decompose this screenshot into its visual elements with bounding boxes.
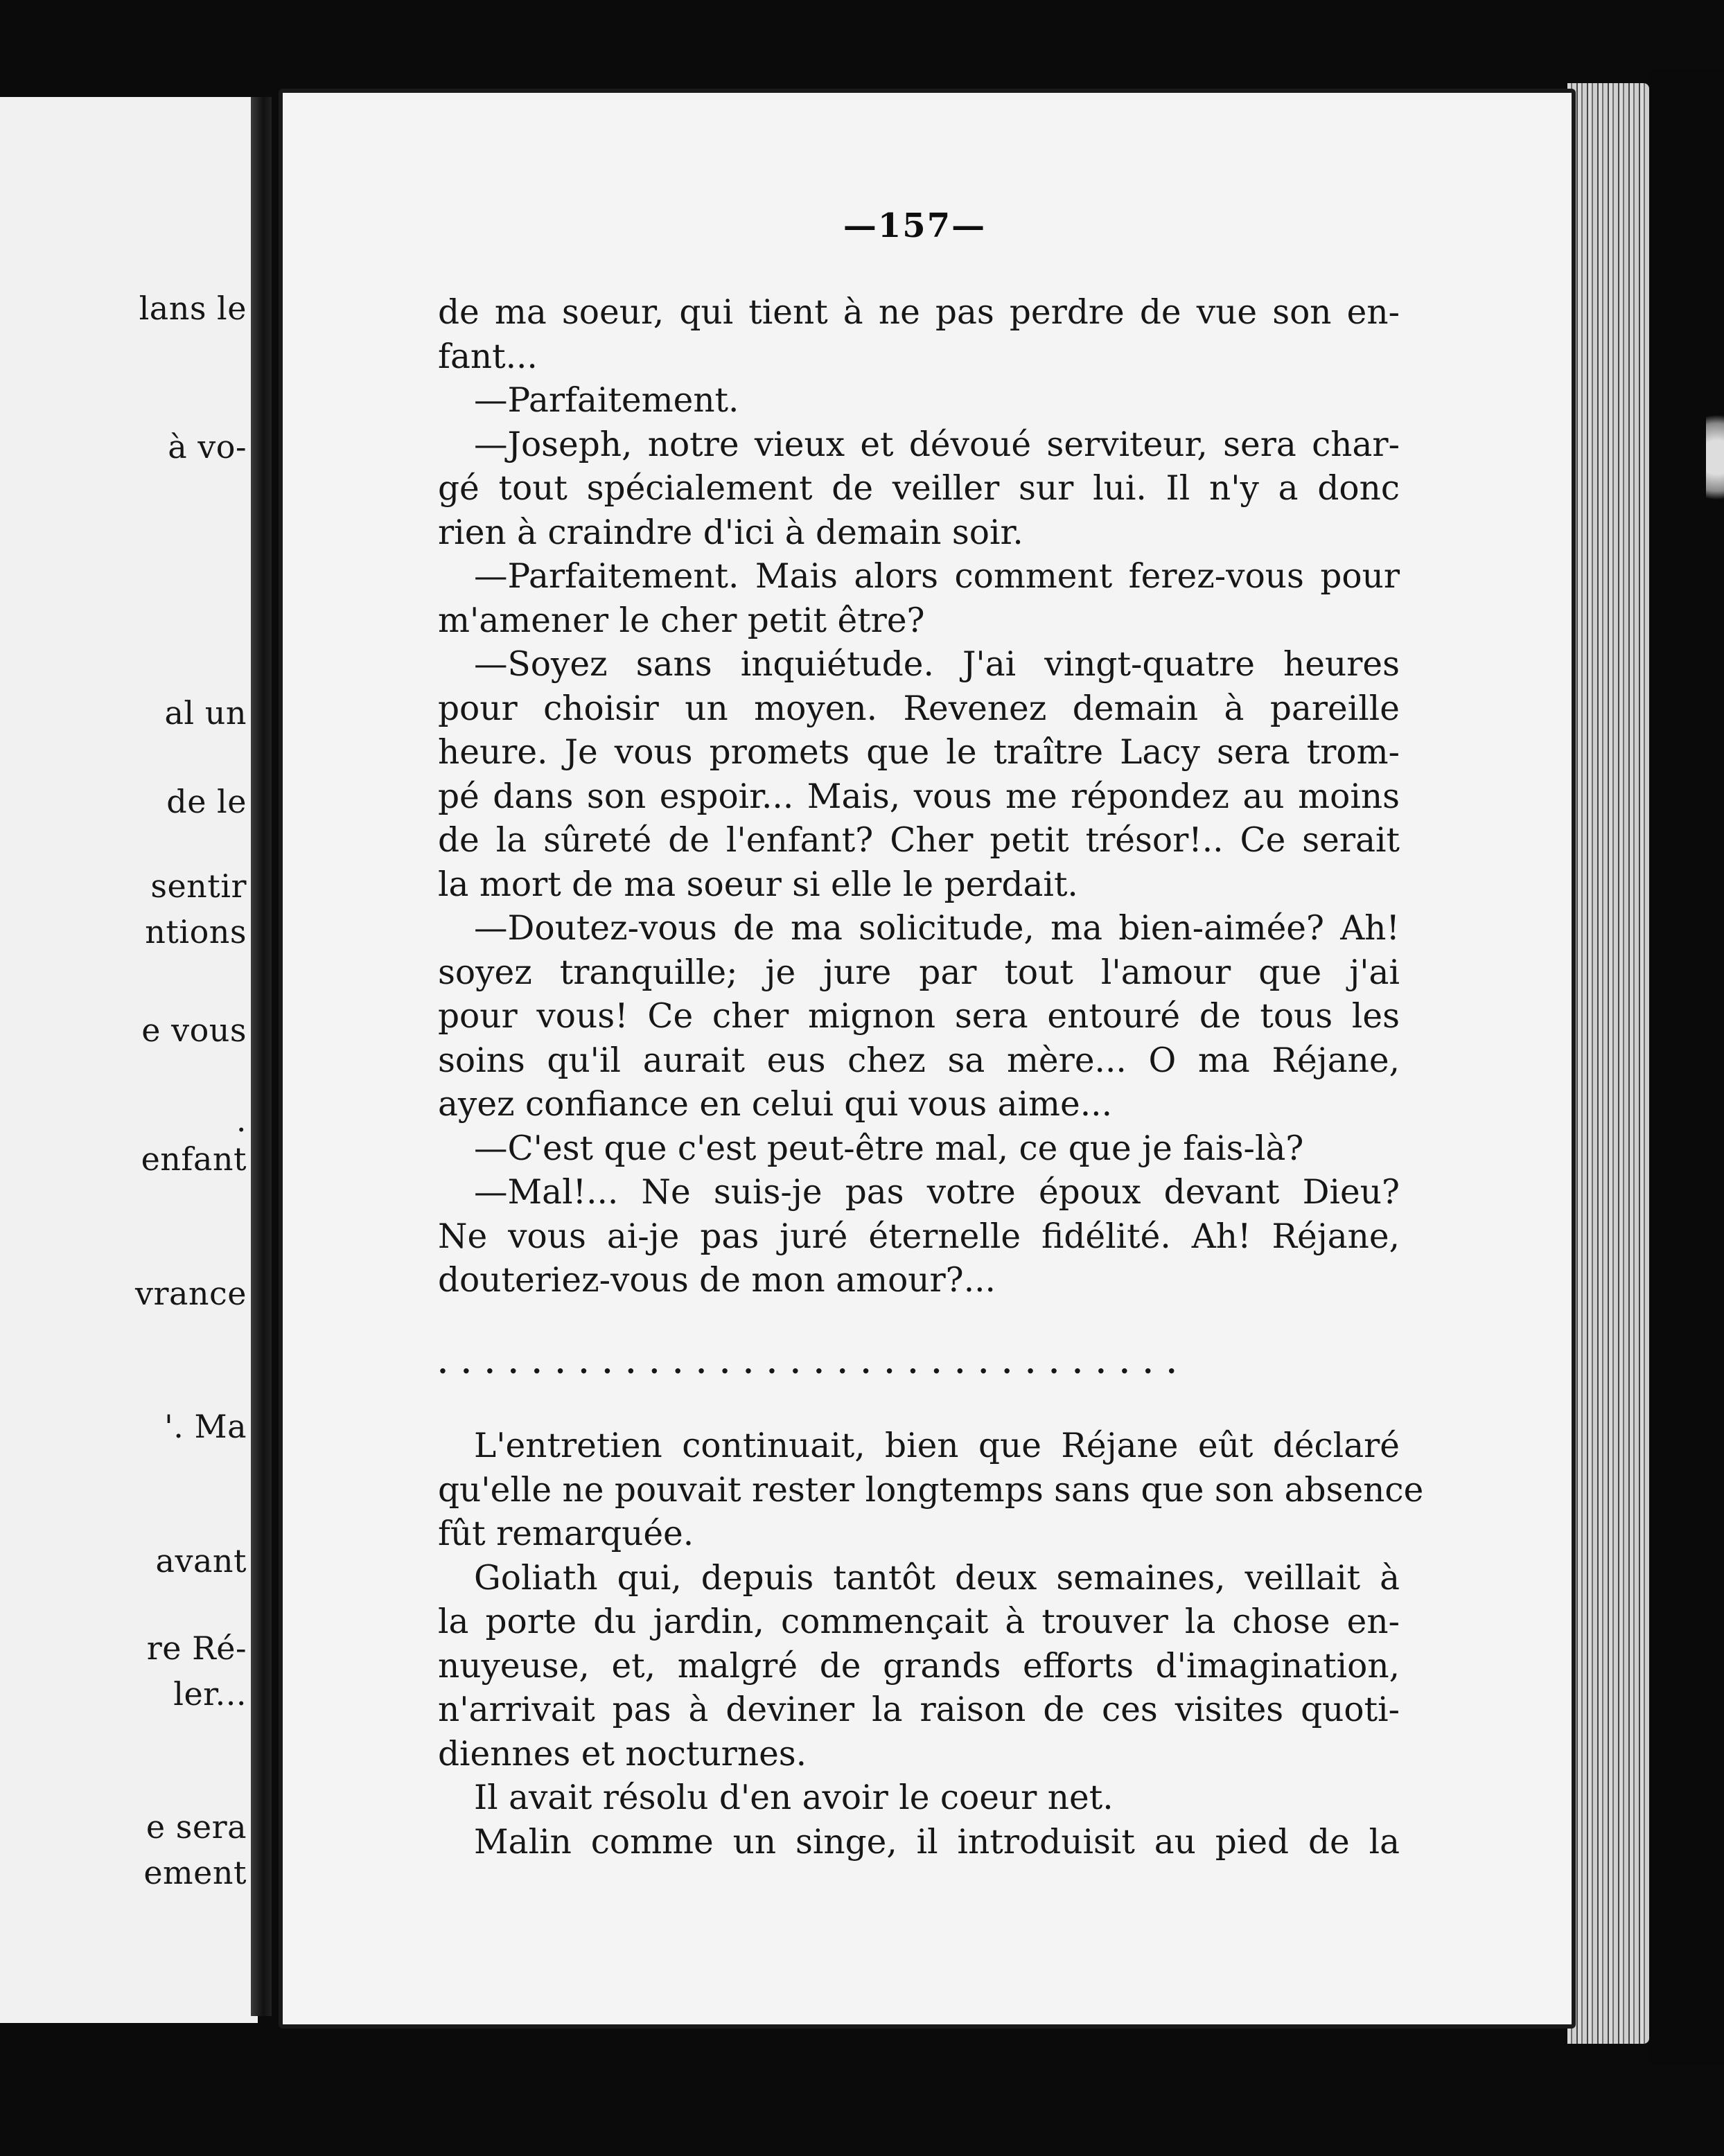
text-line: —Mal!... Ne suis-je pas votre époux devant Dieu? xyxy=(474,1173,1400,1212)
spacer xyxy=(438,1303,1400,1342)
left-page-fragment: re Ré- xyxy=(146,1629,247,1667)
text-line: fût remarquée. xyxy=(438,1514,694,1553)
text-line: qu'elle ne pouvait rester longtemps sans que son absence xyxy=(438,1470,1424,1510)
left-page-fragment: sentir xyxy=(150,867,247,905)
edge-stain xyxy=(1706,402,1724,513)
text-line: la porte du jardin, commençait à trouver la chose en- xyxy=(438,1602,1400,1641)
text-line: pour choisir un moyen. Revenez demain à pareille xyxy=(438,689,1400,728)
left-page-fragment: enfant xyxy=(141,1140,247,1178)
text-line: —Parfaitement. Mais alors comment ferez-vous pour xyxy=(474,557,1400,596)
left-page-fragment: ement xyxy=(143,1854,247,1891)
left-page-fragment: avant xyxy=(155,1542,247,1580)
text-line: la mort de ma soeur si elle le perdait. xyxy=(438,865,1078,904)
text-line: rien à craindre d'ici à demain soir. xyxy=(438,513,1023,552)
left-facing-page xyxy=(0,97,258,2023)
left-page-fragment: '. Ma xyxy=(164,1408,247,1445)
text-line: diennes et nocturnes. xyxy=(438,1734,807,1774)
left-page-fragment: à vo- xyxy=(168,428,247,466)
text-line: de la sûreté de l'enfant? Cher petit trésor!.. Ce serait xyxy=(438,821,1400,860)
text-line: de ma soeur, qui tient à ne pas perdre de vue son en- xyxy=(438,293,1400,332)
text-line: m'amener le cher petit être? xyxy=(438,601,925,640)
text-line: pé dans son espoir... Mais, vous me répondez au moins xyxy=(438,777,1400,816)
scan-background-edge xyxy=(1649,69,1724,2065)
text-line: pour vous! Ce cher mignon sera entouré de tous les xyxy=(438,997,1400,1036)
text-column xyxy=(438,291,1424,1864)
page-number: —157— xyxy=(843,206,987,245)
text-line: soins qu'il aurait eus chez sa mère... O ma Réjane, xyxy=(438,1041,1400,1080)
text-line: gé tout spécialement de veiller sur lui. Il n'y a donc xyxy=(438,469,1400,508)
left-page-fragment: . xyxy=(236,1102,247,1139)
text-line: Il avait résolu d'en avoir le coeur net. xyxy=(474,1778,1114,1817)
text-line: —Joseph, notre vieux et dévoué serviteur, sera char- xyxy=(474,425,1400,464)
section-separator: ................................ xyxy=(438,1347,1190,1380)
left-page-fragment: de le xyxy=(166,783,247,820)
text-line: fant... xyxy=(438,337,538,376)
left-page-fragment: ntions xyxy=(145,913,247,951)
text-line: Goliath qui, depuis tantôt deux semaines, veillait à xyxy=(474,1558,1400,1598)
left-page-fragment: al un xyxy=(164,694,247,732)
left-page-fragment: e vous xyxy=(141,1011,247,1049)
text-line: n'arrivait pas à deviner la raison de ces visites quoti- xyxy=(438,1690,1400,1729)
text-line: Malin comme un singe, il introduisit au pied de la xyxy=(474,1822,1400,1862)
text-line: —Parfaitement. xyxy=(474,381,739,420)
book-gutter xyxy=(251,97,272,2016)
text-line: nuyeuse, et, malgré de grands efforts d'imagination, xyxy=(438,1646,1400,1686)
left-page-fragment: ler... xyxy=(173,1675,247,1713)
text-line: ayez confiance en celui qui vous aime... xyxy=(438,1085,1112,1124)
text-line: heure. Je vous promets que le traître Lacy sera trom- xyxy=(438,733,1400,772)
text-line: soyez tranquille; je jure par tout l'amour que j'ai xyxy=(438,953,1400,992)
text-line: douteriez-vous de mon amour?... xyxy=(438,1261,996,1300)
text-line: L'entretien continuait, bien que Réjane eût déclaré xyxy=(474,1426,1400,1465)
spacer xyxy=(438,1386,1400,1424)
text-line: —C'est que c'est peut-être mal, ce que je fais-là? xyxy=(474,1129,1304,1168)
page-edges xyxy=(1567,83,1649,2044)
text-line: —Doutez-vous de ma solicitude, ma bien-aimée? Ah! xyxy=(474,909,1400,948)
text-line: —Soyez sans inquiétude. J'ai vingt-quatre heures xyxy=(474,645,1400,684)
left-page-fragment: vrance xyxy=(134,1275,247,1312)
text-line: Ne vous ai-je pas juré éternelle fidélité. Ah! Réjane, xyxy=(438,1217,1400,1256)
left-page-fragment: e sera xyxy=(146,1808,247,1846)
left-page-fragment: lans le xyxy=(139,290,247,327)
